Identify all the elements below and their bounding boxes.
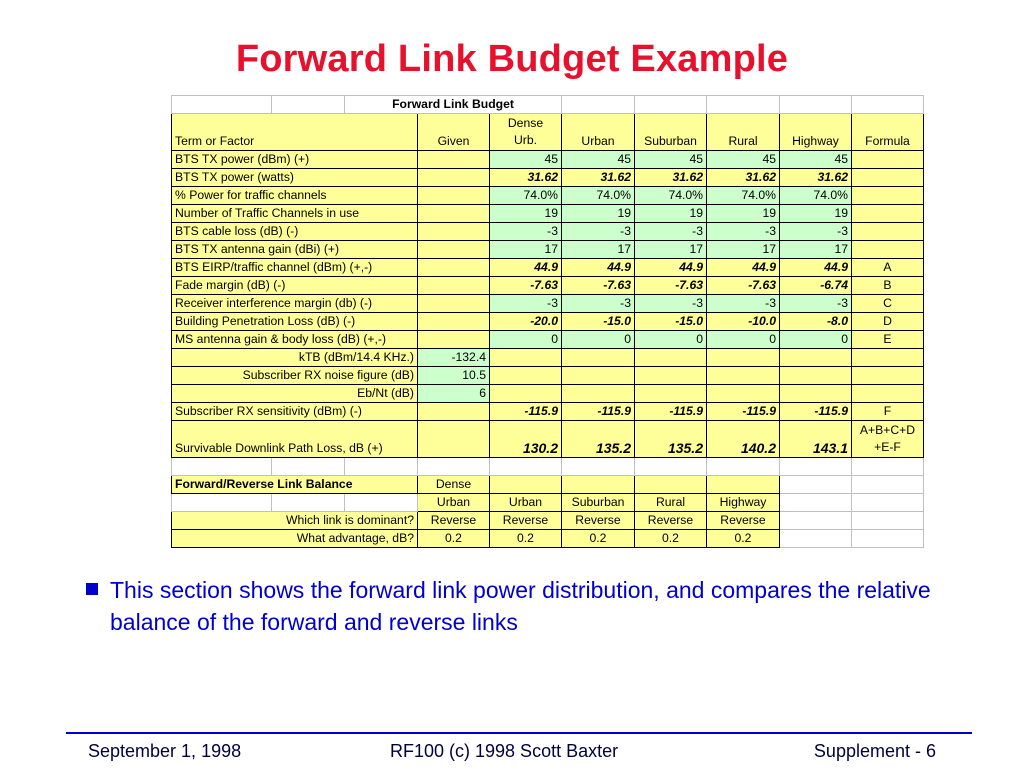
table-row: BTS TX antenna gain (dBi) (+) 17 17 17 17 17 — [172, 241, 924, 259]
table-header-row — [172, 114, 924, 151]
spacer-row — [172, 458, 924, 476]
table-row: kTB (dBm/14.4 KHz.) -132.4 — [172, 349, 924, 367]
table-row: Fade margin (dB) (-) -7.63 -7.63 -7.63 -7.63 -6.74 B — [172, 277, 924, 295]
table-row: Building Penetration Loss (dB) (-) -20.0 -15.0 -15.0 -10.0 -8.0 D — [172, 313, 924, 331]
header-dense-urb: Dense Urb. — [490, 114, 562, 151]
forward-link-budget-table — [171, 95, 924, 548]
formula-total: A+B+C+D +E-F — [852, 421, 924, 458]
footer-divider — [66, 732, 972, 734]
footer-date: September 1, 1998 — [88, 741, 242, 761]
balance-row-advantage: What advantage, dB? 0.2 0.2 0.2 0.2 0.2 — [172, 530, 924, 548]
header-urban: Urban — [562, 114, 635, 151]
footer-page: Supplement - 6 — [813, 741, 936, 761]
header-formula: Formula — [852, 114, 924, 151]
table-row-path-loss: Survivable Downlink Path Loss, dB (+) 130.2 135.2 135.2 140.2 143.1 A+B+C+D +E-F — [172, 421, 924, 458]
bullet-text: This section shows the forward link power distribution, and compares the relative balance of the forward and reverse links — [110, 577, 931, 635]
balance-row-dominant: Which link is dominant? Reverse Reverse Reverse Reverse Reverse — [172, 512, 924, 530]
header-given: Given — [418, 114, 490, 151]
header-suburban: Suburban — [635, 114, 707, 151]
table-row: % Power for traffic channels 74.0% 74.0% 74.0% 74.0% 74.0% — [172, 187, 924, 205]
slide-title: Forward Link Budget Example — [235, 38, 789, 80]
balance-header-row-2: Urban Urban Suburban Rural Highway — [172, 494, 924, 512]
balance-title: Forward/Reverse Link Balance — [172, 476, 418, 494]
table-row: BTS EIRP/traffic channel (dBm) (+,-) 44.9 44.9 44.9 44.9 44.9 A — [172, 259, 924, 277]
table-row: Eb/Nt (dB) 6 — [172, 385, 924, 403]
table-row: MS antenna gain & body loss (dB) (+,-) 0 0 0 0 0 E — [172, 331, 924, 349]
table-row: BTS TX power (dBm) (+) 45 45 45 45 45 — [172, 151, 924, 169]
table-row: Subscriber RX sensitivity (dBm) (-) -115.9 -115.9 -115.9 -115.9 -115.9 F — [172, 403, 924, 421]
table-row: BTS TX power (watts) 31.62 31.62 31.62 31.62 31.62 — [172, 169, 924, 187]
table-title: Forward Link Budget — [345, 96, 562, 114]
table-row: Number of Traffic Channels in use 19 19 19 19 19 — [172, 205, 924, 223]
balance-header-row-1: Forward/Reverse Link Balance Dense — [172, 476, 924, 494]
header-rural: Rural — [707, 114, 780, 151]
header-highway: Highway — [780, 114, 852, 151]
header-term: Term or Factor — [172, 114, 418, 151]
table-row: Subscriber RX noise figure (dB) 10.5 — [172, 367, 924, 385]
bullet-square-icon — [86, 583, 98, 595]
footer-course: RF100 (c) 1998 Scott Baxter — [390, 741, 619, 761]
table-title-row — [172, 96, 924, 114]
table-row: BTS cable loss (dB) (-) -3 -3 -3 -3 -3 — [172, 223, 924, 241]
table-row: Receiver interference margin (db) (-) -3 -3 -3 -3 -3 C — [172, 295, 924, 313]
